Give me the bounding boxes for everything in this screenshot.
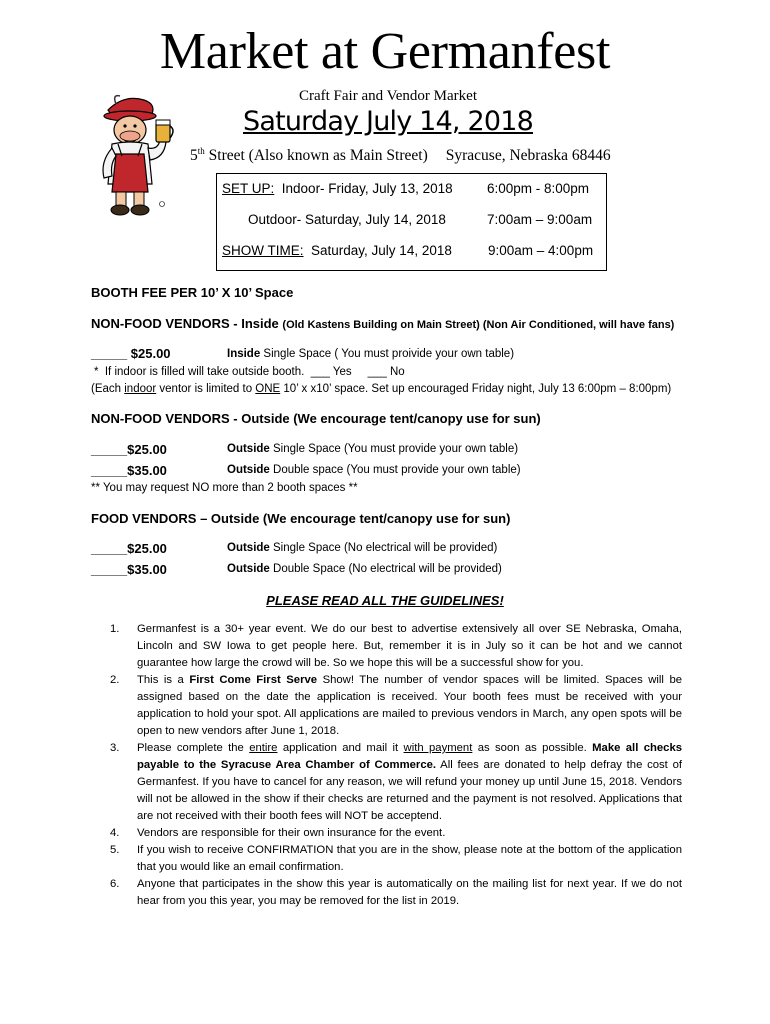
nonfood-outside-desc-double: Outside Double space (You must provide your own table)	[227, 464, 521, 476]
nonfood-outside-fee-double: _____$35.00	[91, 463, 167, 478]
setup-indoor-time: 6:00pm - 8:00pm	[487, 181, 590, 196]
booth-fee-heading: BOOTH FEE PER 10’ X 10’ Space	[91, 285, 294, 300]
setup-indoor-row: SET UP: Indoor- Friday, July 13, 2018 6:00pm - 8:00pm	[222, 181, 590, 196]
food-outside-heading: FOOD VENDORS – Outside (We encourage tent/canopy use for sun)	[91, 511, 511, 526]
guideline-item: 1. Germanfest is a 30+ year event. We do our best to advertise extensively all over SE Nebraska, Omaha, Lincoln and SW Iowa to get people here. But, remember it is in July so it can be hot and we cannot guarantee how large the crowd will be. So we hope this will be a successful show for you.	[110, 623, 682, 669]
nonfood-inside-fee: _____ $25.00	[91, 346, 171, 361]
nonfood-inside-heading: NON-FOOD VENDORS - Inside (Old Kastens Building on Main Street) (Non Air Conditioned, will have fans)	[91, 316, 675, 331]
german-mascot-illustration	[94, 92, 180, 220]
setup-outdoor-row: Outdoor- Saturday, July 14, 2018 7:00am – 9:00am	[248, 212, 593, 227]
nonfood-outside-heading: NON-FOOD VENDORS - Outside (We encourage tent/canopy use for sun)	[91, 411, 541, 426]
indoor-filled-note: * If indoor is filled will take outside booth. ___ Yes ___ No	[94, 366, 405, 378]
booth-limit-note: ** You may request NO more than 2 booth spaces **	[91, 482, 358, 494]
indoor-limit-note: (Each indoor ventor is limited to ONE 10’ x x10’ space. Set up encouraged Friday night, July 13 6:00pm – 8:00pm)	[91, 383, 672, 395]
guideline-item: 4. Vendors are responsible for their own insurance for the event.	[110, 827, 446, 839]
flyer-title: Market at Germanfest	[159, 23, 611, 80]
food-outside-fee-single: _____$25.00	[91, 541, 167, 556]
setup-outdoor-time: 7:00am – 9:00am	[487, 212, 593, 227]
food-outside-fee-double: _____$35.00	[91, 562, 167, 577]
guideline-item: 3. Please complete the entire application and mail it with payment as soon as possible. Make all checks payable to the Syracuse Area Chamber of Commerce. All fees are donated to help defray the cost of Germanfest. If you have to cancel for any reason, we will refund your money up until June 15, 2018. Vendors will not be allowed in the show if their checks are returned and the payment is not resolved. Applications that are not received with their booth fees will NOT be acceptend.	[110, 742, 683, 822]
show-time: 9:00am – 4:00pm	[488, 243, 594, 258]
show-time-row: SHOW TIME: Saturday, July 14, 2018 9:00am – 4:00pm	[222, 243, 594, 258]
event-date-heading: Saturday July 14, 2018	[242, 106, 534, 137]
nonfood-inside-desc: Inside Single Space ( You must proivide your own table)	[227, 348, 515, 360]
guideline-item: 5. If you wish to receive CONFIRMATION that you are in the show, please note at the bottom of the application that you would like an email confirmation.	[110, 844, 682, 873]
food-outside-desc-double: Outside Double Space (No electrical will be provided)	[227, 563, 502, 575]
schedule-box	[216, 173, 607, 271]
guideline-item: 2. This is a First Come First Serve Show! The number of vendor spaces will be limited. Spaces will be assigned based on the date the application is received. Your booth fees must be received with your application to hold your spot. All applications are mailed to previous vendors in March, any open spots will be open to new vendors after June 1, 2018.	[110, 674, 683, 737]
event-address: 5th Street (Also known as Main Street) Syracuse, Nebraska 68446	[190, 146, 611, 165]
show-time-label: SHOW TIME:	[222, 243, 304, 258]
setup-label: SET UP:	[222, 181, 275, 196]
nonfood-outside-desc-single: Outside Single Space (You must provide your own table)	[227, 443, 519, 455]
guidelines-list	[110, 621, 682, 910]
guideline-item: 6. Anyone that participates in the show this year is automatically on the mailing list for next year. If we do not hear from you this year, you may be removed for the list in 2019.	[110, 878, 682, 907]
nonfood-outside-fee-single: _____$25.00	[91, 442, 167, 457]
flyer-subtitle: Craft Fair and Vendor Market	[298, 88, 477, 104]
guidelines-title: PLEASE READ ALL THE GUIDELINES!	[266, 593, 504, 608]
food-outside-desc-single: Outside Single Space (No electrical will be provided)	[227, 542, 498, 554]
